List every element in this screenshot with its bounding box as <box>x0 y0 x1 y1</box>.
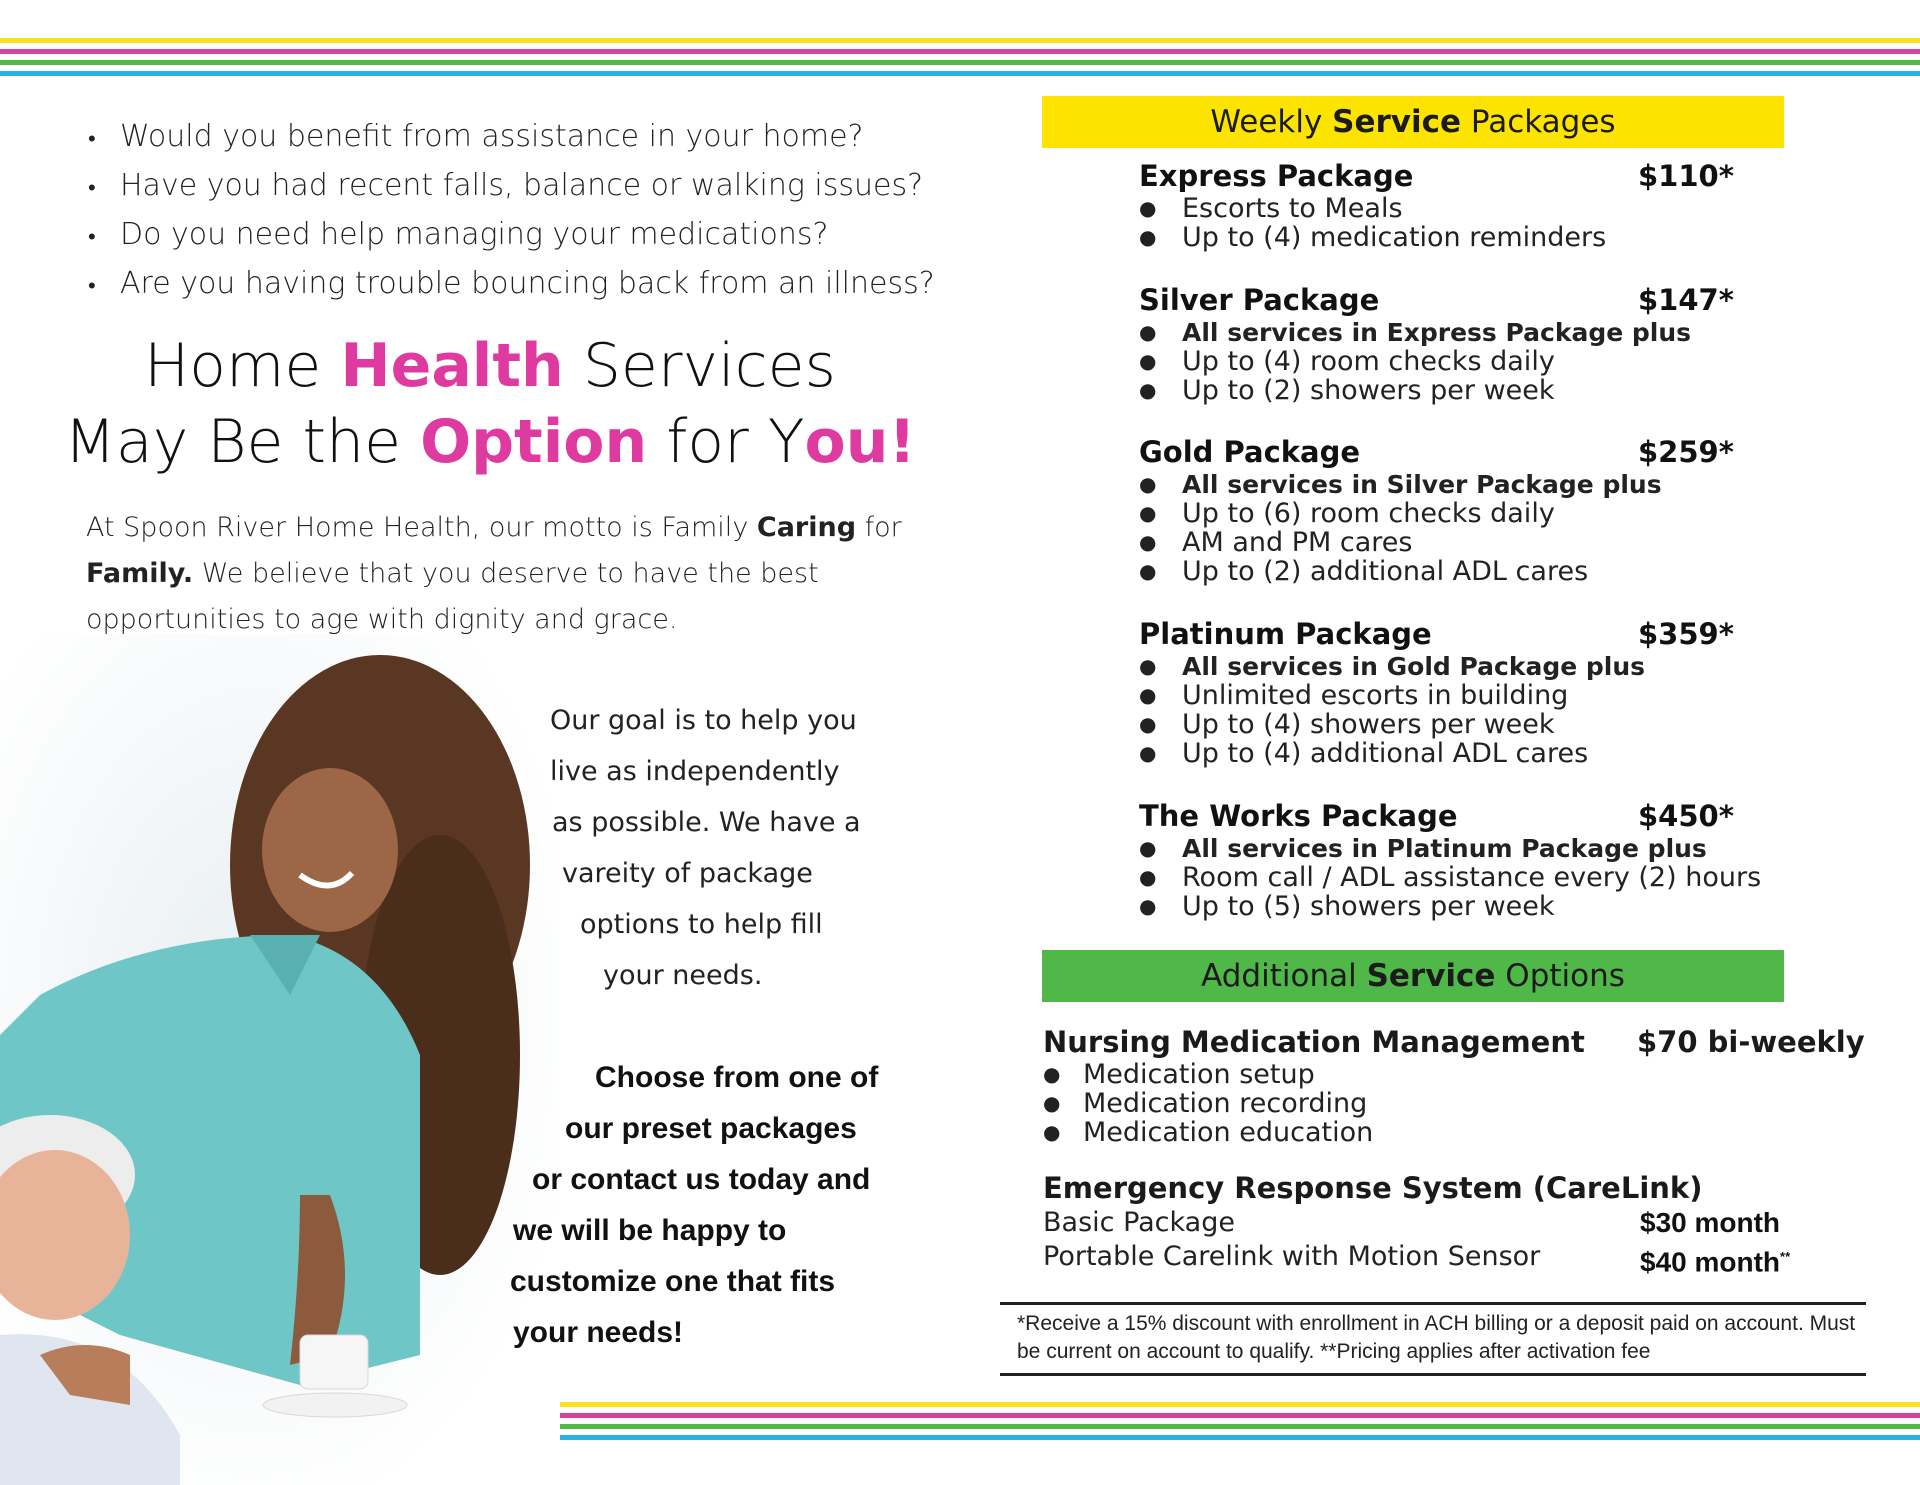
package-name: Platinum Package <box>1139 617 1432 651</box>
divider <box>1000 1373 1866 1376</box>
package-express <box>1139 158 1799 252</box>
package-silver <box>1139 282 1799 405</box>
additional-options-header: Additional Service Options <box>1042 950 1784 1002</box>
list-item: ● Up to (5) showers per week <box>1139 891 1555 922</box>
list-item: ● Medication recording <box>1043 1088 1368 1119</box>
package-name: Gold Package <box>1139 435 1361 469</box>
list-item: ● All services in Gold Package plus <box>1139 652 1646 681</box>
list-item: • Are you having trouble bouncing back from an illness? <box>88 266 935 301</box>
list-item: ● Up to (4) showers per week <box>1139 709 1555 740</box>
list-item: ● Medication education <box>1043 1117 1374 1148</box>
question-text: Would you benefit from assistance in your home? <box>120 119 864 154</box>
list-item: ● Medication setup <box>1043 1059 1315 1090</box>
question-text: Do you need help managing your medications? <box>120 217 829 252</box>
price-row: Basic Package $30 month <box>1043 1207 1781 1238</box>
option-name: Nursing Medication Management <box>1043 1025 1585 1059</box>
divider <box>1000 1302 1866 1305</box>
list-item: ● Up to (4) medication reminders <box>1139 222 1607 253</box>
list-item: • Have you had recent falls, balance or walking issues? <box>88 168 924 203</box>
package-the-works <box>1139 798 1799 921</box>
list-item: ● Unlimited escorts in building <box>1139 680 1569 711</box>
package-name: Silver Package <box>1139 283 1380 317</box>
footnote: *Receive a 15% discount with enrollment in ACH billing or a deposit paid on account. Must be current on account to qualify. **Pricing applies after activation fee <box>1017 1312 1856 1363</box>
goal-paragraph: Our goal is to help you live as independently as possible. We have a vareity of package options to help fill your needs. <box>550 705 861 991</box>
list-item: ● Up to (6) room checks daily <box>1139 498 1555 529</box>
package-price: $259* <box>1638 435 1734 469</box>
package-gold <box>1139 434 1799 586</box>
option-name: Emergency Response System (CareLink) <box>1043 1171 1703 1205</box>
price-row: Portable Carelink with Motion Sensor $40 month** <box>1043 1241 1791 1278</box>
package-price: $147* <box>1638 283 1734 317</box>
list-item: ● Up to (2) showers per week <box>1139 375 1555 406</box>
package-price: $450* <box>1638 799 1734 833</box>
package-name: The Works Package <box>1139 799 1458 833</box>
page-title: Home Health Services May Be the Option for You! <box>64 331 916 477</box>
question-text: Are you having trouble bouncing back from an illness? <box>120 266 935 301</box>
emergency-response-section <box>1043 1170 1873 1278</box>
list-item: ● Up to (4) additional ADL cares <box>1139 738 1589 769</box>
list-item: ● Escorts to Meals <box>1139 193 1403 224</box>
nursing-medication-section <box>1043 1024 1873 1147</box>
weekly-packages-header: Weekly Service Packages <box>1042 96 1784 148</box>
caregiver-photo <box>0 635 560 1485</box>
list-item: • Do you need help managing your medications? <box>88 217 829 252</box>
list-item: • Would you benefit from assistance in your home? <box>88 119 864 154</box>
package-name: Express Package <box>1139 159 1414 193</box>
question-text: Have you had recent falls, balance or walking issues? <box>120 168 924 203</box>
list-item: ● AM and PM cares <box>1139 527 1413 558</box>
package-price: $110* <box>1638 159 1734 193</box>
option-price: $70 bi-weekly <box>1637 1025 1865 1059</box>
top-stripes <box>0 38 1920 82</box>
list-item: ● All services in Express Package plus <box>1139 318 1692 347</box>
list-item: ● Up to (2) additional ADL cares <box>1139 556 1589 587</box>
question-list <box>88 112 935 308</box>
list-item: ● Up to (4) room checks daily <box>1139 346 1555 377</box>
list-item: ● All services in Platinum Package plus <box>1139 834 1707 863</box>
motto-paragraph: At Spoon River Home Health, our motto is Family Caring for Family. We believe that you deserve to have the best opportunities to age with dignity and grace. <box>86 512 902 635</box>
package-price: $359* <box>1638 617 1734 651</box>
call-to-action: Choose from one of our preset packages or contact us today and we will be happy to customize one that fits your needs! <box>510 1061 879 1349</box>
package-platinum <box>1139 616 1799 768</box>
list-item: ● Room call / ADL assistance every (2) hours <box>1139 862 1762 893</box>
list-item: ● All services in Silver Package plus <box>1139 470 1662 499</box>
